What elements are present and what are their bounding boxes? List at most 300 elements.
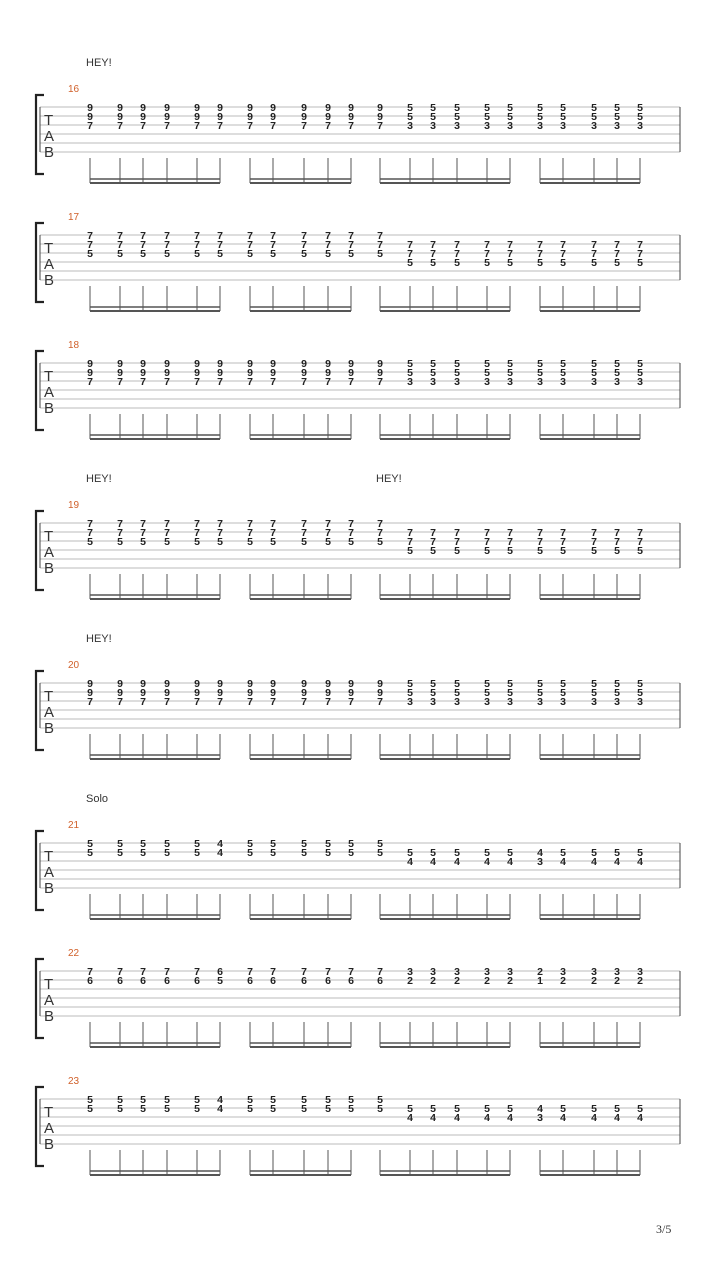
fret-number: 6 (217, 966, 223, 978)
fret-number: 7 (301, 230, 307, 242)
fret-number: 7 (537, 239, 543, 251)
fret-number: 5 (348, 1103, 354, 1115)
fret-number: 5 (637, 545, 643, 557)
fret-number: 4 (430, 1112, 436, 1124)
fret-number: 7 (454, 239, 460, 251)
fret-number: 5 (614, 111, 620, 123)
fret-number: 7 (117, 966, 123, 978)
fret-number: 7 (247, 239, 253, 251)
fret-number: 5 (591, 102, 597, 114)
fret-number: 5 (560, 687, 566, 699)
fret-number: 4 (454, 1112, 460, 1124)
tab-clef-letter: T (44, 240, 54, 257)
fret-number: 9 (164, 678, 170, 690)
fret-number: 5 (591, 111, 597, 123)
fret-number: 9 (247, 102, 253, 114)
fret-number: 7 (377, 527, 383, 539)
fret-number: 3 (407, 966, 413, 978)
fret-number: 7 (270, 518, 276, 530)
fret-number: 5 (484, 358, 490, 370)
fret-number: 5 (194, 838, 200, 850)
fret-number: 7 (591, 527, 597, 539)
fret-number: 5 (484, 678, 490, 690)
fret-number: 7 (270, 230, 276, 242)
fret-number: 7 (117, 376, 123, 388)
fret-number: 5 (560, 678, 566, 690)
fret-number: 6 (247, 975, 253, 987)
fret-number: 5 (454, 367, 460, 379)
measure-number: 19 (68, 500, 80, 511)
fret-number: 5 (614, 847, 620, 859)
fret-number: 2 (407, 975, 413, 987)
fret-number: 5 (140, 248, 146, 260)
fret-number: 5 (484, 257, 490, 269)
fret-number: 3 (614, 696, 620, 708)
fret-number: 3 (614, 376, 620, 388)
fret-number: 9 (301, 687, 307, 699)
fret-number: 7 (484, 239, 490, 251)
fret-number: 7 (377, 239, 383, 251)
measure-number: 18 (68, 340, 80, 351)
fret-number: 5 (454, 257, 460, 269)
tab-clef-letter: B (44, 1008, 55, 1025)
fret-number: 9 (348, 358, 354, 370)
tab-clef-letter: B (44, 400, 55, 417)
fret-number: 5 (117, 838, 123, 850)
fret-number: 7 (348, 120, 354, 132)
tab-clef-letter: A (44, 384, 55, 401)
fret-number: 5 (454, 1103, 460, 1115)
fret-number: 7 (164, 230, 170, 242)
tab-staff (0, 473, 720, 601)
fret-number: 7 (348, 518, 354, 530)
fret-number: 7 (560, 527, 566, 539)
fret-number: 3 (454, 376, 460, 388)
measure-number: 16 (68, 84, 80, 95)
fret-number: 4 (537, 1103, 543, 1115)
fret-number: 5 (430, 111, 436, 123)
fret-number: 3 (591, 966, 597, 978)
fret-number: 3 (430, 376, 436, 388)
fret-number: 5 (507, 1103, 513, 1115)
fret-number: 5 (430, 847, 436, 859)
fret-number: 7 (217, 376, 223, 388)
fret-number: 7 (377, 120, 383, 132)
fret-number: 9 (270, 111, 276, 123)
fret-number: 3 (484, 120, 490, 132)
fret-number: 3 (537, 376, 543, 388)
fret-number: 5 (194, 248, 200, 260)
fret-number: 9 (217, 102, 223, 114)
fret-number: 9 (325, 678, 331, 690)
annotation-label-2: HEY! (376, 473, 402, 485)
fret-number: 5 (117, 1094, 123, 1106)
tab-clef-letter: B (44, 720, 55, 737)
fret-number: 7 (140, 518, 146, 530)
fret-number: 7 (348, 230, 354, 242)
tab-clef-letter: B (44, 880, 55, 897)
tab-clef-letter: A (44, 992, 55, 1009)
fret-number: 6 (87, 975, 93, 987)
fret-number: 7 (507, 527, 513, 539)
fret-number: 5 (407, 358, 413, 370)
fret-number: 3 (591, 696, 597, 708)
fret-number: 4 (407, 1112, 413, 1124)
fret-number: 7 (430, 239, 436, 251)
tab-clef-letter: T (44, 848, 54, 865)
fret-number: 7 (247, 518, 253, 530)
fret-number: 7 (377, 696, 383, 708)
fret-number: 6 (377, 975, 383, 987)
fret-number: 9 (348, 367, 354, 379)
fret-number: 5 (377, 847, 383, 859)
fret-number: 7 (194, 239, 200, 251)
fret-number: 9 (87, 358, 93, 370)
tab-clef-letter: B (44, 560, 55, 577)
fret-number: 7 (637, 248, 643, 260)
fret-number: 7 (164, 527, 170, 539)
measure-number: 21 (68, 820, 80, 831)
fret-number: 7 (270, 966, 276, 978)
fret-number: 5 (591, 358, 597, 370)
fret-number: 5 (454, 545, 460, 557)
fret-number: 5 (560, 111, 566, 123)
fret-number: 7 (247, 120, 253, 132)
fret-number: 3 (454, 696, 460, 708)
tab-clef-letter: A (44, 128, 55, 145)
fret-number: 7 (325, 696, 331, 708)
fret-number: 5 (87, 1103, 93, 1115)
fret-number: 7 (430, 527, 436, 539)
fret-number: 2 (484, 975, 490, 987)
fret-number: 3 (407, 376, 413, 388)
tab-clef-letter: A (44, 704, 55, 721)
fret-number: 3 (407, 696, 413, 708)
fret-number: 4 (614, 1112, 620, 1124)
fret-number: 7 (140, 239, 146, 251)
tab-clef-letter: B (44, 144, 55, 161)
fret-number: 5 (430, 367, 436, 379)
fret-number: 5 (247, 536, 253, 548)
fret-number: 7 (407, 527, 413, 539)
fret-number: 5 (537, 358, 543, 370)
fret-number: 5 (217, 536, 223, 548)
fret-number: 7 (247, 527, 253, 539)
fret-number: 5 (247, 847, 253, 859)
tab-staff (0, 313, 720, 441)
fret-number: 5 (507, 102, 513, 114)
fret-number: 7 (270, 527, 276, 539)
fret-number: 5 (637, 358, 643, 370)
fret-number: 9 (140, 687, 146, 699)
fret-number: 5 (217, 975, 223, 987)
tab-staff (0, 633, 720, 761)
tab-clef-letter: A (44, 544, 55, 561)
fret-number: 5 (507, 545, 513, 557)
fret-number: 7 (484, 536, 490, 548)
fret-number: 5 (140, 1094, 146, 1106)
fret-number: 7 (301, 376, 307, 388)
fret-number: 7 (348, 527, 354, 539)
fret-number: 5 (325, 1094, 331, 1106)
fret-number: 7 (325, 518, 331, 530)
fret-number: 5 (507, 111, 513, 123)
fret-number: 4 (484, 856, 490, 868)
fret-number: 4 (637, 856, 643, 868)
fret-number: 3 (637, 696, 643, 708)
fret-number: 7 (377, 376, 383, 388)
fret-number: 4 (484, 1112, 490, 1124)
fret-number: 4 (537, 847, 543, 859)
fret-number: 9 (87, 367, 93, 379)
fret-number: 5 (637, 367, 643, 379)
fret-number: 7 (637, 239, 643, 251)
fret-number: 7 (614, 527, 620, 539)
fret-number: 5 (87, 838, 93, 850)
fret-number: 7 (484, 527, 490, 539)
fret-number: 5 (507, 678, 513, 690)
fret-number: 7 (301, 966, 307, 978)
tab-staff (0, 793, 720, 921)
fret-number: 9 (377, 358, 383, 370)
fret-number: 5 (454, 687, 460, 699)
fret-number: 9 (117, 687, 123, 699)
fret-number: 5 (247, 1103, 253, 1115)
fret-number: 6 (194, 975, 200, 987)
fret-number: 5 (537, 111, 543, 123)
fret-number: 9 (117, 358, 123, 370)
fret-number: 7 (301, 239, 307, 251)
fret-number: 3 (430, 120, 436, 132)
fret-number: 5 (270, 1094, 276, 1106)
fret-number: 7 (407, 248, 413, 260)
fret-number: 7 (560, 536, 566, 548)
fret-number: 5 (270, 1103, 276, 1115)
fret-number: 9 (348, 111, 354, 123)
fret-number: 5 (377, 248, 383, 260)
fret-number: 3 (537, 856, 543, 868)
fret-number: 7 (537, 527, 543, 539)
fret-number: 5 (454, 847, 460, 859)
fret-number: 5 (591, 545, 597, 557)
fret-number: 5 (377, 838, 383, 850)
fret-number: 5 (164, 838, 170, 850)
fret-number: 5 (560, 545, 566, 557)
fret-number: 5 (407, 847, 413, 859)
fret-number: 5 (454, 358, 460, 370)
fret-number: 9 (270, 687, 276, 699)
fret-number: 4 (454, 856, 460, 868)
tab-staff (0, 1049, 720, 1177)
fret-number: 7 (140, 966, 146, 978)
fret-number: 9 (247, 367, 253, 379)
fret-number: 9 (164, 102, 170, 114)
fret-number: 5 (614, 367, 620, 379)
fret-number: 5 (591, 687, 597, 699)
fret-number: 5 (247, 838, 253, 850)
fret-number: 7 (560, 239, 566, 251)
fret-number: 5 (407, 1103, 413, 1115)
fret-number: 9 (325, 102, 331, 114)
fret-number: 5 (325, 1103, 331, 1115)
fret-number: 5 (454, 111, 460, 123)
fret-number: 7 (140, 527, 146, 539)
fret-number: 4 (217, 1094, 223, 1106)
fret-number: 5 (537, 102, 543, 114)
fret-number: 9 (140, 111, 146, 123)
fret-number: 7 (348, 696, 354, 708)
fret-number: 7 (377, 966, 383, 978)
fret-number: 9 (247, 687, 253, 699)
fret-number: 9 (348, 102, 354, 114)
fret-number: 5 (430, 545, 436, 557)
fret-number: 7 (87, 120, 93, 132)
fret-number: 5 (407, 367, 413, 379)
fret-number: 9 (348, 687, 354, 699)
tab-system-19 (0, 473, 720, 601)
fret-number: 9 (217, 358, 223, 370)
tab-clef-letter: A (44, 256, 55, 273)
fret-number: 7 (87, 966, 93, 978)
fret-number: 5 (484, 111, 490, 123)
fret-number: 7 (614, 248, 620, 260)
fret-number: 5 (140, 838, 146, 850)
fret-number: 4 (507, 856, 513, 868)
fret-number: 7 (117, 527, 123, 539)
fret-number: 7 (164, 239, 170, 251)
fret-number: 5 (164, 1103, 170, 1115)
fret-number: 9 (194, 102, 200, 114)
fret-number: 9 (194, 367, 200, 379)
fret-number: 6 (117, 975, 123, 987)
fret-number: 5 (454, 678, 460, 690)
fret-number: 5 (637, 257, 643, 269)
fret-number: 5 (507, 687, 513, 699)
fret-number: 9 (325, 687, 331, 699)
fret-number: 7 (325, 376, 331, 388)
fret-number: 5 (270, 536, 276, 548)
fret-number: 7 (217, 527, 223, 539)
fret-number: 9 (301, 102, 307, 114)
fret-number: 9 (301, 111, 307, 123)
fret-number: 5 (560, 257, 566, 269)
fret-number: 9 (164, 367, 170, 379)
fret-number: 5 (325, 838, 331, 850)
fret-number: 3 (537, 1112, 543, 1124)
fret-number: 5 (591, 847, 597, 859)
fret-number: 7 (217, 518, 223, 530)
fret-number: 7 (560, 248, 566, 260)
fret-number: 9 (270, 367, 276, 379)
tab-clef-letter: T (44, 976, 54, 993)
fret-number: 7 (377, 230, 383, 242)
fret-number: 5 (507, 847, 513, 859)
fret-number: 9 (117, 367, 123, 379)
fret-number: 5 (325, 248, 331, 260)
fret-number: 7 (325, 239, 331, 251)
fret-number: 7 (591, 239, 597, 251)
fret-number: 3 (560, 696, 566, 708)
fret-number: 5 (560, 102, 566, 114)
fret-number: 5 (270, 248, 276, 260)
fret-number: 5 (507, 358, 513, 370)
fret-number: 9 (325, 367, 331, 379)
fret-number: 9 (301, 367, 307, 379)
tab-staff (0, 185, 720, 313)
fret-number: 5 (614, 358, 620, 370)
fret-number: 4 (407, 856, 413, 868)
fret-number: 3 (507, 120, 513, 132)
fret-number: 5 (614, 678, 620, 690)
tab-system-17 (0, 185, 720, 313)
fret-number: 2 (560, 975, 566, 987)
fret-number: 6 (140, 975, 146, 987)
fret-number: 5 (164, 248, 170, 260)
fret-number: 7 (87, 230, 93, 242)
fret-number: 5 (637, 102, 643, 114)
fret-number: 5 (560, 367, 566, 379)
fret-number: 9 (377, 678, 383, 690)
fret-number: 9 (117, 678, 123, 690)
fret-number: 5 (430, 102, 436, 114)
fret-number: 3 (454, 120, 460, 132)
fret-number: 5 (614, 545, 620, 557)
fret-number: 5 (301, 847, 307, 859)
fret-number: 3 (507, 966, 513, 978)
fret-number: 9 (247, 678, 253, 690)
fret-number: 5 (301, 248, 307, 260)
fret-number: 7 (407, 536, 413, 548)
fret-number: 5 (301, 838, 307, 850)
fret-number: 7 (484, 248, 490, 260)
fret-number: 7 (247, 230, 253, 242)
fret-number: 5 (164, 536, 170, 548)
fret-number: 5 (407, 678, 413, 690)
annotation-label: HEY! (86, 57, 112, 69)
fret-number: 5 (484, 545, 490, 557)
tab-clef-letter: B (44, 1136, 55, 1153)
fret-number: 5 (348, 248, 354, 260)
fret-number: 4 (430, 856, 436, 868)
fret-number: 7 (140, 120, 146, 132)
fret-number: 7 (325, 120, 331, 132)
fret-number: 5 (348, 838, 354, 850)
fret-number: 9 (348, 678, 354, 690)
fret-number: 5 (301, 536, 307, 548)
fret-number: 7 (217, 239, 223, 251)
fret-number: 5 (507, 367, 513, 379)
tab-system-22 (0, 921, 720, 1049)
fret-number: 7 (87, 527, 93, 539)
fret-number: 7 (537, 536, 543, 548)
fret-number: 7 (87, 696, 93, 708)
fret-number: 5 (325, 847, 331, 859)
fret-number: 5 (407, 111, 413, 123)
fret-number: 7 (217, 696, 223, 708)
fret-number: 5 (377, 1103, 383, 1115)
fret-number: 7 (377, 518, 383, 530)
fret-number: 4 (637, 1112, 643, 1124)
fret-number: 5 (560, 1103, 566, 1115)
fret-number: 5 (194, 1094, 200, 1106)
fret-number: 3 (537, 696, 543, 708)
fret-number: 9 (117, 102, 123, 114)
fret-number: 9 (140, 678, 146, 690)
fret-number: 5 (194, 847, 200, 859)
annotation-label: Solo (86, 793, 109, 805)
fret-number: 9 (164, 687, 170, 699)
fret-number: 3 (484, 376, 490, 388)
